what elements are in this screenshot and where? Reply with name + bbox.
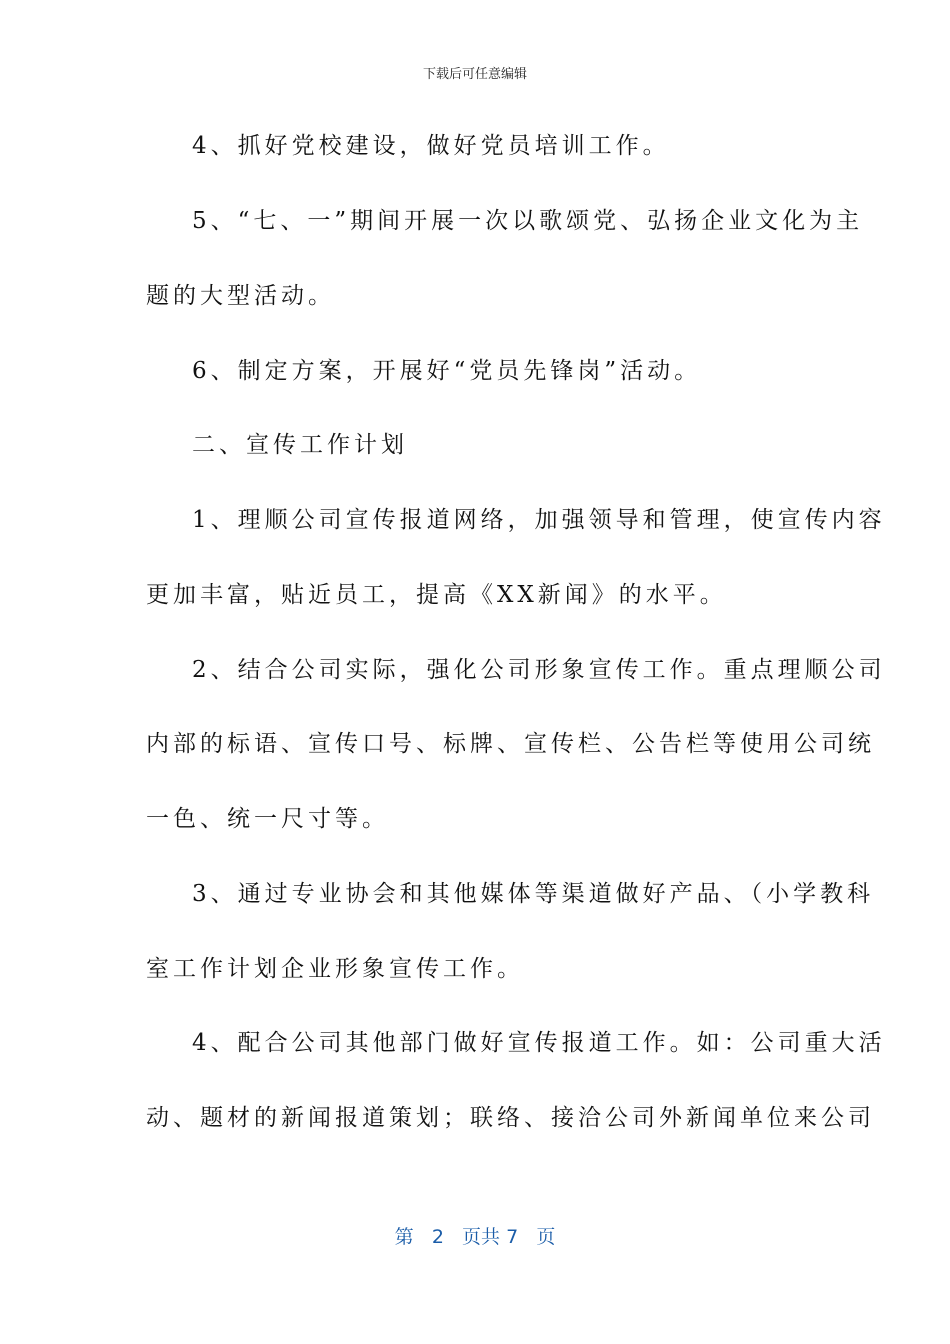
- paragraph-line: 更加丰富，贴近员工，提高《XX新闻》的水平。: [146, 582, 727, 608]
- page-prefix: 第: [394, 1226, 414, 1248]
- paragraph-line: 2、结合公司实际，强化公司形象宣传工作。重点理顺公司: [192, 657, 886, 683]
- paragraph-line: 内部的标语、宣传口号、标牌、宣传栏、公告栏等使用公司统: [146, 731, 875, 757]
- header-note: 下载后可任意编辑: [422, 67, 527, 82]
- section-heading: 二、宣传工作计划: [192, 432, 408, 458]
- page-number: 2: [431, 1226, 444, 1248]
- paragraph-line: 动、题材的新闻报道策划；联络、接洽公司外新闻单位来公司: [146, 1105, 875, 1131]
- page-footer: [0, 1225, 950, 1249]
- paragraph-line: 4、抓好党校建设，做好党员培训工作。: [192, 133, 670, 159]
- paragraph-line: 3、通过专业协会和其他媒体等渠道做好产品、（小学教科: [192, 881, 875, 907]
- paragraph-line: 室工作计划企业形象宣传工作。: [146, 956, 524, 982]
- page-middle: 页共: [462, 1226, 501, 1248]
- paragraph-line: 一色、统一尺寸等。: [146, 806, 389, 832]
- page-suffix: 页: [536, 1226, 556, 1248]
- paragraph-line: 5、“七、一”期间开展一次以歌颂党、弘扬企业文化为主: [192, 208, 864, 234]
- paragraph-line: 1、理顺公司宣传报道网络，加强领导和管理，使宣传内容: [192, 507, 886, 533]
- paragraph-line: 题的大型活动。: [146, 283, 335, 309]
- paragraph-line: 4、配合公司其他部门做好宣传报道工作。如：公司重大活: [192, 1030, 886, 1056]
- page-total: 7: [506, 1226, 519, 1248]
- paragraph-line: 6、制定方案，开展好“党员先锋岗”活动。: [192, 358, 702, 384]
